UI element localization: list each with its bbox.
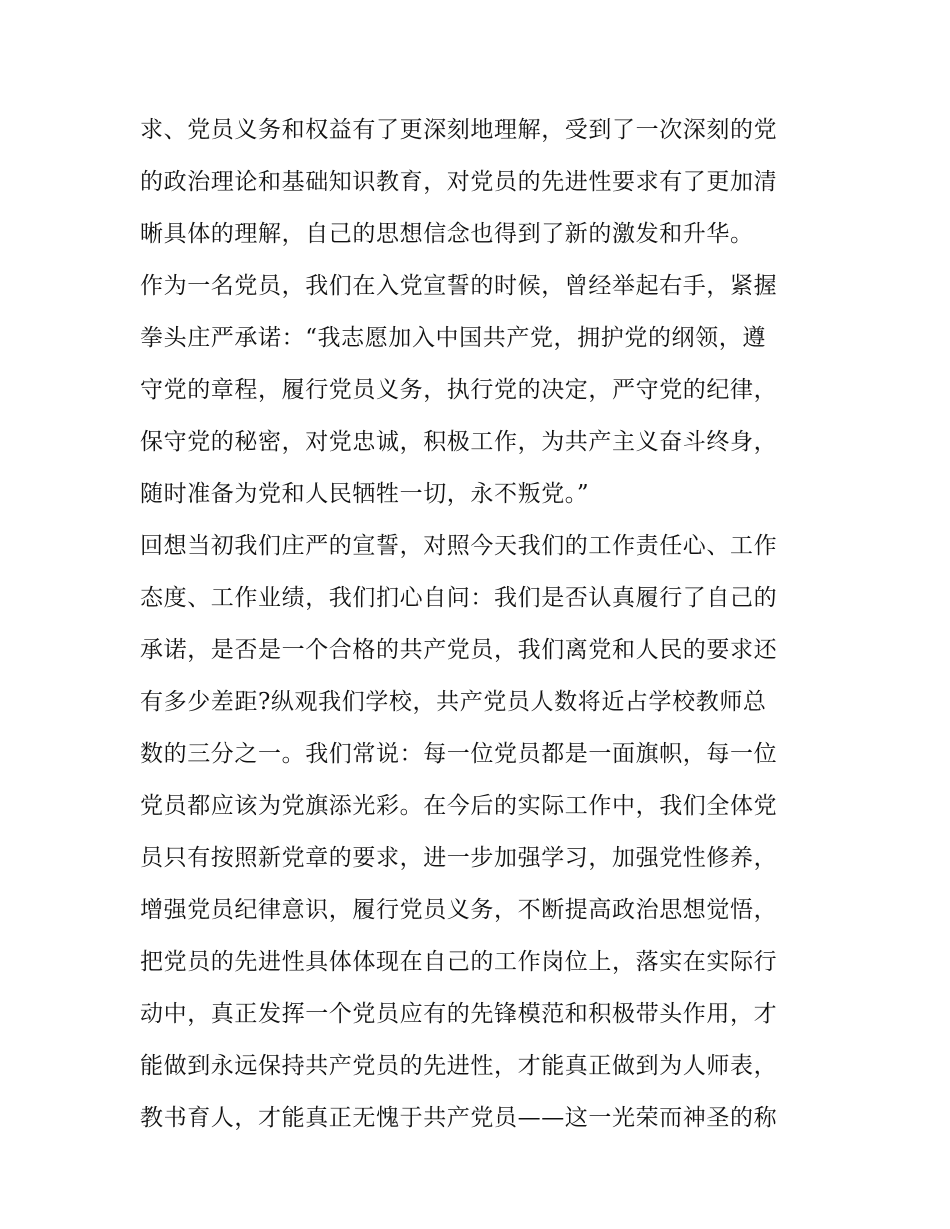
text-line: 守党的章程，履行党员义务，执行党的决定，严守党的纪律， <box>140 377 778 403</box>
text-line: 求、党员义务和权益有了更深刻地理解，受到了一次深刻的党 <box>140 117 778 143</box>
text-line: 数的三分之一。我们常说：每一位党员都是一面旗帜，每一位 <box>140 741 778 767</box>
text-line: 动中，真正发挥一个党员应有的先锋模范和积极带头作用，才 <box>140 1001 778 1027</box>
text-line: 党员都应该为党旗添光彩。在今后的实际工作中，我们全体党 <box>140 793 778 819</box>
text-line: 承诺，是否是一个合格的共产党员，我们离党和人民的要求还 <box>140 637 778 663</box>
text-line: 有多少差距?纵观我们学校，共产党员人数将近占学校教师总 <box>140 689 767 715</box>
text-line: 员只有按照新党章的要求，进一步加强学习，加强党性修养， <box>140 845 778 871</box>
text-line: 随时准备为党和人民牺牲一切，永不叛党。” <box>140 481 590 507</box>
text-line: 晰具体的理解，自己的思想信念也得到了新的激发和升华。 <box>140 221 754 247</box>
text-line: 教书育人，才能真正无愧于共产党员——这一光荣而神圣的称 <box>140 1105 778 1131</box>
document-body-text <box>140 104 820 1144</box>
text-line: 把党员的先进性具体体现在自己的工作岗位上，落实在实际行 <box>140 949 778 975</box>
text-line: 能做到永远保持共产党员的先进性，才能真正做到为人师表， <box>140 1053 778 1079</box>
text-line: 保守党的秘密，对党忠诚，积极工作，为共产主义奋斗终身， <box>140 429 778 455</box>
text-line: 拳头庄严承诺：“我志愿加入中国共产党，拥护党的纲领，遵 <box>140 325 766 351</box>
text-line: 态度、工作业绩，我们扪心自问：我们是否认真履行了自己的 <box>140 585 778 611</box>
text-line: 作为一名党员，我们在入党宣誓的时候，曾经举起右手，紧握 <box>140 273 778 299</box>
text-line: 的政治理论和基础知识教育，对党员的先进性要求有了更加清 <box>140 169 778 195</box>
text-line: 回想当初我们庄严的宣誓，对照今天我们的工作责任心、工作 <box>140 533 778 559</box>
text-line: 增强党员纪律意识，履行党员义务，不断提高政治思想觉悟， <box>140 897 778 923</box>
